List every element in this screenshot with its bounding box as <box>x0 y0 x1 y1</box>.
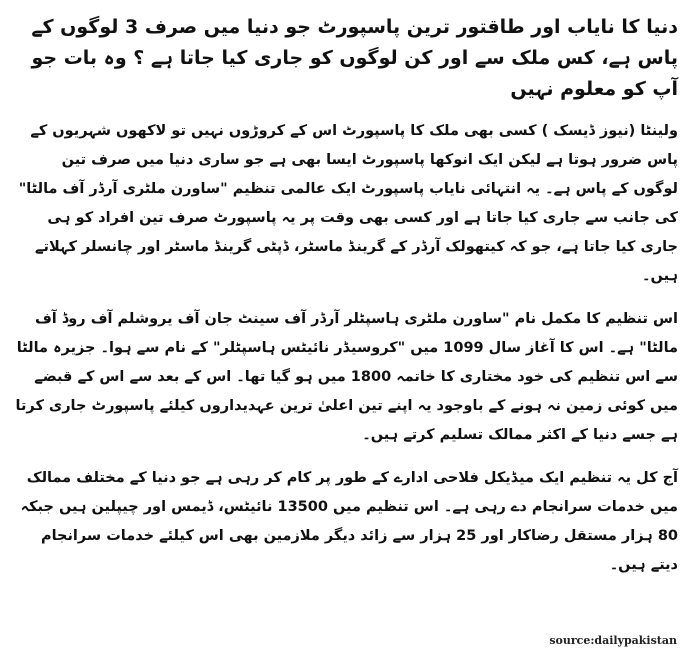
article-headline: دنیا کا نایاب اور طاقتور ترین پاسپورٹ جو دنیا میں صرف 3 لوگوں کے پاس ہے، کس ملک سے اور کن لوگوں کو جاری کیا جاتا ہے ؟ وہ بات جو آپ کو معلوم نہیں <box>31 16 678 100</box>
source-credit: source:dailypakistan <box>549 634 677 647</box>
article-paragraph-1: ولینٹا (نیوز ڈیسک ) کسی بھی ملک کا پاسپورٹ اس کے کروڑوں نہیں تو لاکھوں شہریوں کے پاس ضرور ہوتا ہے لیکن ایک انوکھا پاسپورٹ ایسا بھی ہے جو ساری دنیا میں صرف تین لوگوں کے پاس ہے۔ یہ انتہائی نایاب پاسپورٹ ایک عالمی تنظیم "ساورن ملٹری آرڈر آف مالٹا" کی جانب سے جاری کیا جاتا ہے اور کسی بھی وقت پر یہ پاسپورٹ صرف تین افراد کو ہی جاری کیا جاتا ہے، جو کہ کیتھولک آرڈر کے گرینڈ ماسٹر، ڈپٹی گرینڈ ماسٹر اور چانسلر کہلاتے ہیں۔ <box>18 123 678 284</box>
article-body <box>14 12 678 594</box>
article-paragraph-3: آج کل یہ تنظیم ایک میڈیکل فلاحی ادارے کے طور پر کام کر رہی ہے جو دنیا کے مختلف ممالک میں خدمات سرانجام دے رہی ہے۔ اس تنظیم میں 13500 نائیٹس، ڈیمس اور چیپلین ہیں جبکہ 80 ہزار مستقل رضاکار اور 25 ہزار سے زائد دیگر ملازمین بھی اس کیلئے خدمات سرانجام دیتے ہیں۔ <box>20 470 678 573</box>
article-paragraph-2: اس تنظیم کا مکمل نام "ساورن ملٹری ہاسپٹلر آرڈر آف سینٹ جان آف یروشلم آف روڈ آف مالٹا" ہے۔ اس کا آغاز سال 1099 میں "کروسیڈر نائیٹس ہاسپٹلر" کے نام سے ہوا۔ جزیرہ مالٹا سے اس تنظیم کی خود مختاری کا خاتمہ 1800 میں ہو گیا تھا۔ اس کے بعد سے اس کے قبضے میں کوئی زمین نہ ہونے کے باوجود یہ اپنے تین اعلیٰ ترین عہدیداروں کیلئے پاسپورٹ جاری کرتا ہے جسے دنیا کے اکثر ممالک تسلیم کرتے ہیں۔ <box>15 311 678 443</box>
